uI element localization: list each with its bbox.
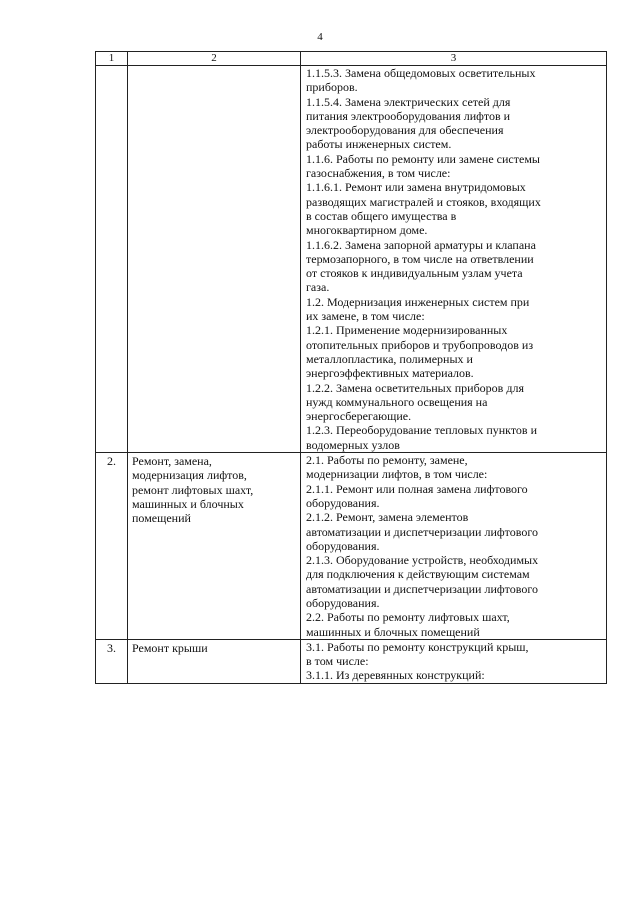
work-content-line: электрооборудования для обеспечения <box>306 123 504 138</box>
row-number: 2. <box>96 453 128 640</box>
work-content-line: в состав общего имущества в <box>306 208 457 223</box>
work-content-line: 2.1.1. Ремонт или полная замена лифтового <box>306 481 528 496</box>
work-content-line: нужд коммунального освещения на <box>306 394 488 409</box>
work-type-line: ремонт лифтовых шахт, <box>132 482 254 497</box>
work-type-cell <box>128 66 301 453</box>
work-content-line: оборудования. <box>306 538 380 553</box>
work-content-line: 1.1.6.1. Ремонт или замена внутридомовых <box>306 180 526 195</box>
work-content-line: автоматизации и диспетчеризации лифтового <box>306 581 538 596</box>
work-content-line: для подключения к действующим системам <box>306 567 530 582</box>
work-content-line: отопительных приборов и трубопроводов из <box>306 337 534 352</box>
table-row <box>96 453 607 640</box>
work-content-line: 1.1.5.4. Замена электрических сетей для <box>306 94 511 109</box>
work-content-line: водомерных узлов <box>306 437 400 452</box>
work-type-line: машинных и блочных <box>132 496 244 511</box>
work-content-cell <box>301 639 607 683</box>
work-content-line: разводящих магистралей и стояков, входящих <box>306 194 541 209</box>
work-content-line: газа. <box>306 280 330 295</box>
work-content-line: 1.1.6.2. Замена запорной арматуры и клапана <box>306 237 536 252</box>
work-content-line: модернизации лифтов, в том числе: <box>306 467 488 482</box>
work-content-line: 2.1. Работы по ремонту, замене, <box>306 453 468 468</box>
work-content-line: энергоэффективных материалов. <box>306 366 474 381</box>
work-content-line: 3.1.1. Из деревянных конструкций: <box>306 668 485 683</box>
work-content-line: автоматизации и диспетчеризации лифтового <box>306 524 538 539</box>
row-number: 3. <box>96 639 128 683</box>
work-content-line: энергосберегающие. <box>306 409 412 424</box>
work-type-line: Ремонт, замена, <box>132 454 212 469</box>
work-content-cell <box>301 453 607 640</box>
work-content-line: 2.1.3. Оборудование устройств, необходимых <box>306 553 539 568</box>
work-content-line: 2.1.2. Ремонт, замена элементов <box>306 510 469 525</box>
work-content-line: их замене, в том числе: <box>306 309 425 324</box>
works-table <box>95 51 607 684</box>
table-header-row <box>96 52 607 66</box>
table-row <box>96 66 607 453</box>
header-cell-1: 1 <box>96 52 128 66</box>
work-content-line: 1.2.1. Применение модернизированных <box>306 323 508 338</box>
work-type-line: помещений <box>132 511 191 526</box>
work-content-line: машинных и блочных помещений <box>306 624 480 639</box>
work-content-line: 2.2. Работы по ремонту лифтовых шахт, <box>306 610 510 625</box>
work-content-line: оборудования. <box>306 495 380 510</box>
work-type-cell <box>128 453 301 640</box>
work-content-line: газоснабжения, в том числе: <box>306 166 451 181</box>
work-content-line: металлопластика, полимерных и <box>306 351 473 366</box>
table-body <box>96 66 607 684</box>
work-content-line: в том числе: <box>306 654 369 669</box>
work-content-line: оборудования. <box>306 595 380 610</box>
work-content-line: многоквартирном доме. <box>306 223 428 238</box>
work-content-line: 1.1.5.3. Замена общедомовых осветительных <box>306 66 536 80</box>
header-cell-3: 3 <box>301 52 607 66</box>
work-content-line: 3.1. Работы по ремонту конструкций крыш, <box>306 639 529 654</box>
work-type-cell <box>128 639 301 683</box>
work-content-line: 1.1.6. Работы по ремонту или замене системы <box>306 151 540 166</box>
work-content-line: 1.2.3. Переоборудование тепловых пунктов и <box>306 423 538 438</box>
work-content-cell <box>301 66 607 453</box>
header-cell-2: 2 <box>128 52 301 66</box>
table-row <box>96 639 607 683</box>
page-number: 4 <box>317 31 323 43</box>
work-content-line: термозапорного, в том числе на ответвлении <box>306 251 534 266</box>
work-type-line: Ремонт крыши <box>132 640 208 655</box>
work-content-line: работы инженерных систем. <box>306 137 452 152</box>
work-content-line: 1.2.2. Замена осветительных приборов для <box>306 380 524 395</box>
work-content-line: от стояков к индивидуальным узлам учета <box>306 266 523 281</box>
row-number <box>96 66 128 453</box>
work-content-line: питания электрооборудования лифтов и <box>306 108 511 123</box>
work-type-line: модернизация лифтов, <box>132 468 247 483</box>
work-content-line: приборов. <box>306 80 358 95</box>
work-content-line: 1.2. Модернизация инженерных систем при <box>306 294 530 309</box>
